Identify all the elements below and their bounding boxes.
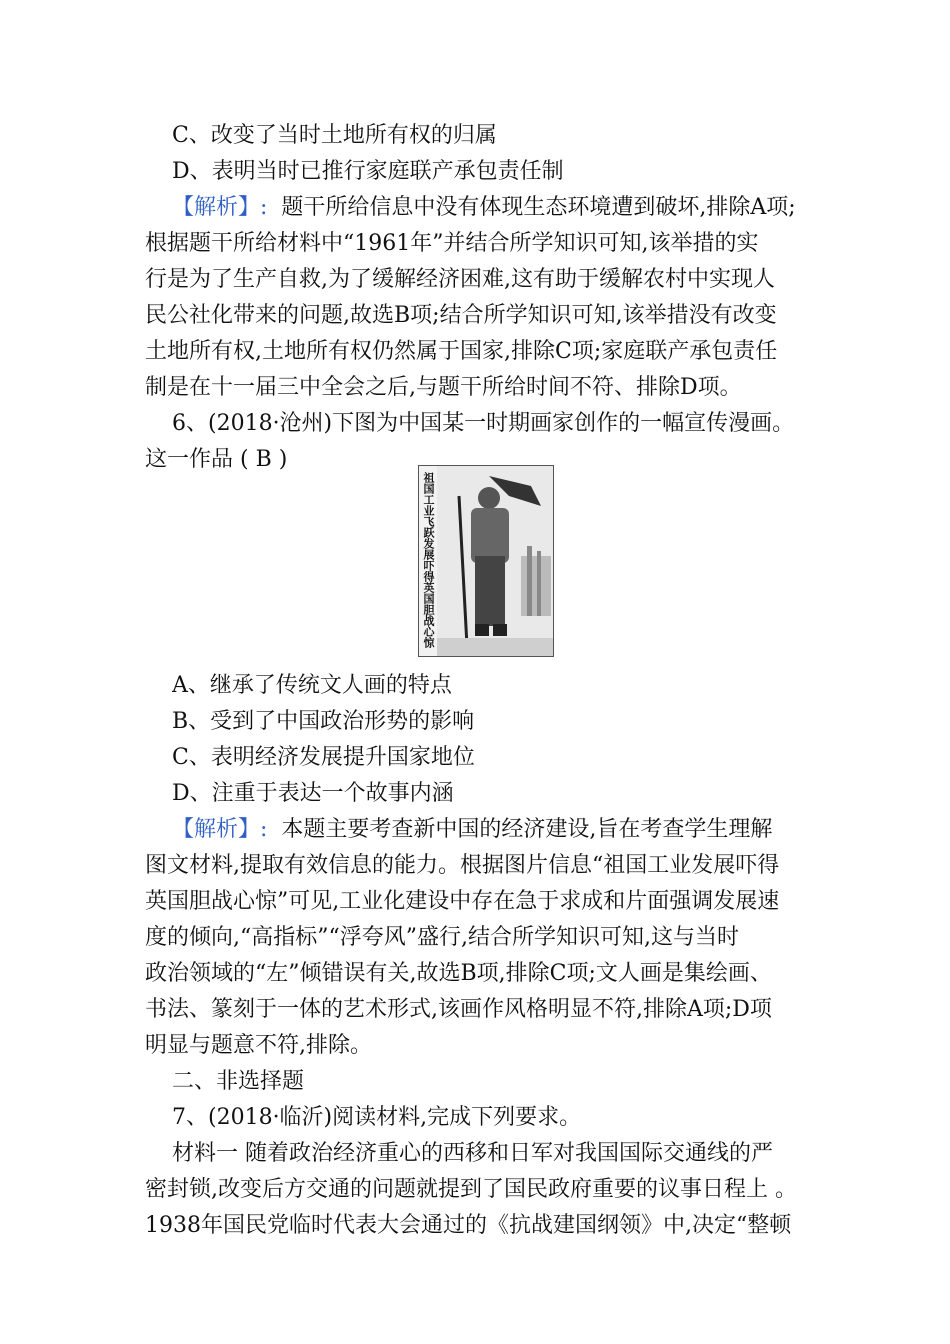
analysis-tag: 【解析】: — [172, 817, 268, 842]
analysis-line: 图文材料,提取有效信息的能力。根据图片信息“祖国工业发展吓得 — [145, 853, 780, 878]
propaganda-cartoon-figure — [418, 465, 554, 657]
question-7-stem: 7、(2018·临沂)阅读材料,完成下列要求。 — [172, 1105, 582, 1130]
cartoon-illustration — [419, 466, 553, 656]
option-a-q6: A、继承了传统文人画的特点 — [172, 673, 452, 698]
analysis-q6-first-line — [172, 812, 822, 848]
analysis-line: 英国胆战心惊”可见,工业化建设中存在急于求成和片面强调发展速 — [145, 889, 780, 914]
analysis-q5-first-line — [172, 190, 822, 226]
analysis-tag: 【解析】: — [172, 195, 268, 220]
analysis-line: 制是在十一届三中全会之后,与题干所给时间不符、排除D项。 — [145, 375, 742, 400]
cartoon-caption: 祖国工业飞跃发展吓得英国胆战心惊 — [422, 472, 435, 648]
analysis-line: 政治领域的“左”倾错误有关,故选B项,排除C项;文人画是集绘画、 — [145, 961, 772, 986]
material-one-line: 材料一 随着政治经济重心的西移和日军对我国国际交通线的严 — [172, 1141, 773, 1166]
section-heading: 二、非选择题 — [172, 1069, 305, 1094]
question-6-stem: 6、(2018·沧州)下图为中国某一时期画家创作的一幅宣传漫画。 — [172, 411, 795, 436]
analysis-text: 题干所给信息中没有体现生态环境遭到破坏,排除A项; — [281, 195, 796, 220]
option-c-q6: C、表明经济发展提升国家地位 — [172, 745, 475, 770]
analysis-line: 根据题干所给材料中“1961年”并结合所学知识可知,该举措的实 — [145, 231, 759, 256]
option-d-q6: D、注重于表达一个故事内涵 — [172, 781, 454, 806]
analysis-text: 本题主要考查新中国的经济建设,旨在考查学生理解 — [281, 817, 773, 842]
analysis-line: 土地所有权,土地所有权仍然属于国家,排除C项;家庭联产承包责任 — [145, 339, 778, 364]
analysis-line: 行是为了生产自救,为了缓解经济困难,这有助于缓解农村中实现人 — [145, 267, 775, 292]
analysis-line: 明显与题意不符,排除。 — [145, 1033, 372, 1058]
material-line: 1938年国民党临时代表大会通过的《抗战建国纲领》中,决定“整顿 — [145, 1213, 792, 1238]
analysis-line: 民公社化带来的问题,故选B项;结合所学知识可知,该举措没有改变 — [145, 303, 777, 328]
material-line: 密封锁,改变后方交通的问题就提到了国民政府重要的议事日程上 。 — [145, 1177, 797, 1202]
option-b-q6: B、受到了中国政治形势的影响 — [172, 709, 475, 734]
question-6-stem-cont: 这一作品 ( B ) — [145, 447, 288, 472]
analysis-line: 度的倾向,“高指标”“浮夸风”盛行,结合所学知识可知,这与当时 — [145, 925, 739, 950]
analysis-line: 书法、篆刻于一体的艺术形式,该画作风格明显不符,排除A项;D项 — [145, 997, 772, 1022]
option-d-q5: D、表明当时已推行家庭联产承包责任制 — [172, 159, 564, 184]
option-c-q5: C、改变了当时土地所有权的归属 — [172, 123, 497, 148]
